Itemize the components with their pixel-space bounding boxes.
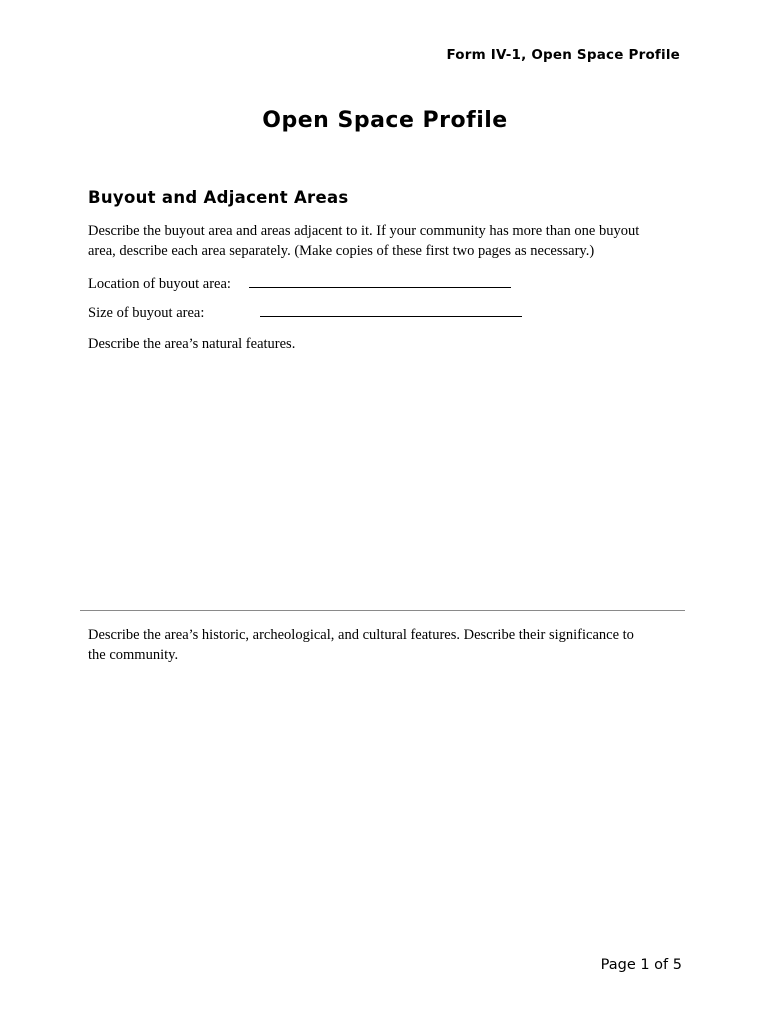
prompt-historic-archeological-cultural-features: Describe the area’s historic, archeological, and cultural features. Describe their significance to the community. xyxy=(88,627,634,663)
field-size-input[interactable] xyxy=(260,302,522,317)
answer-area-natural-features[interactable] xyxy=(88,358,686,603)
prompt-natural-features: Describe the area’s natural features. xyxy=(88,336,296,352)
field-location-label: Location of buyout area: xyxy=(88,276,231,292)
form-running-title: Form IV-1, Open Space Profile xyxy=(446,47,680,63)
section-intro-paragraph: Describe the buyout area and areas adjacent to it. If your community has more than one buyout area, describe each area separately. (Make copies of these first two pages as necessary.) xyxy=(88,223,640,259)
section-divider xyxy=(80,610,685,611)
field-location-of-buyout-area xyxy=(88,273,511,293)
field-location-input[interactable] xyxy=(249,273,511,288)
section-heading-buyout-and-adjacent-areas: Buyout and Adjacent Areas xyxy=(88,188,349,207)
answer-area-historic-features[interactable] xyxy=(88,665,686,930)
page-title xyxy=(0,108,770,133)
page-number-footer: Page 1 of 5 xyxy=(600,957,682,973)
field-size-label: Size of buyout area: xyxy=(88,305,205,321)
field-size-of-buyout-area xyxy=(88,302,522,322)
page-title-text: Open Space Profile xyxy=(262,108,508,133)
